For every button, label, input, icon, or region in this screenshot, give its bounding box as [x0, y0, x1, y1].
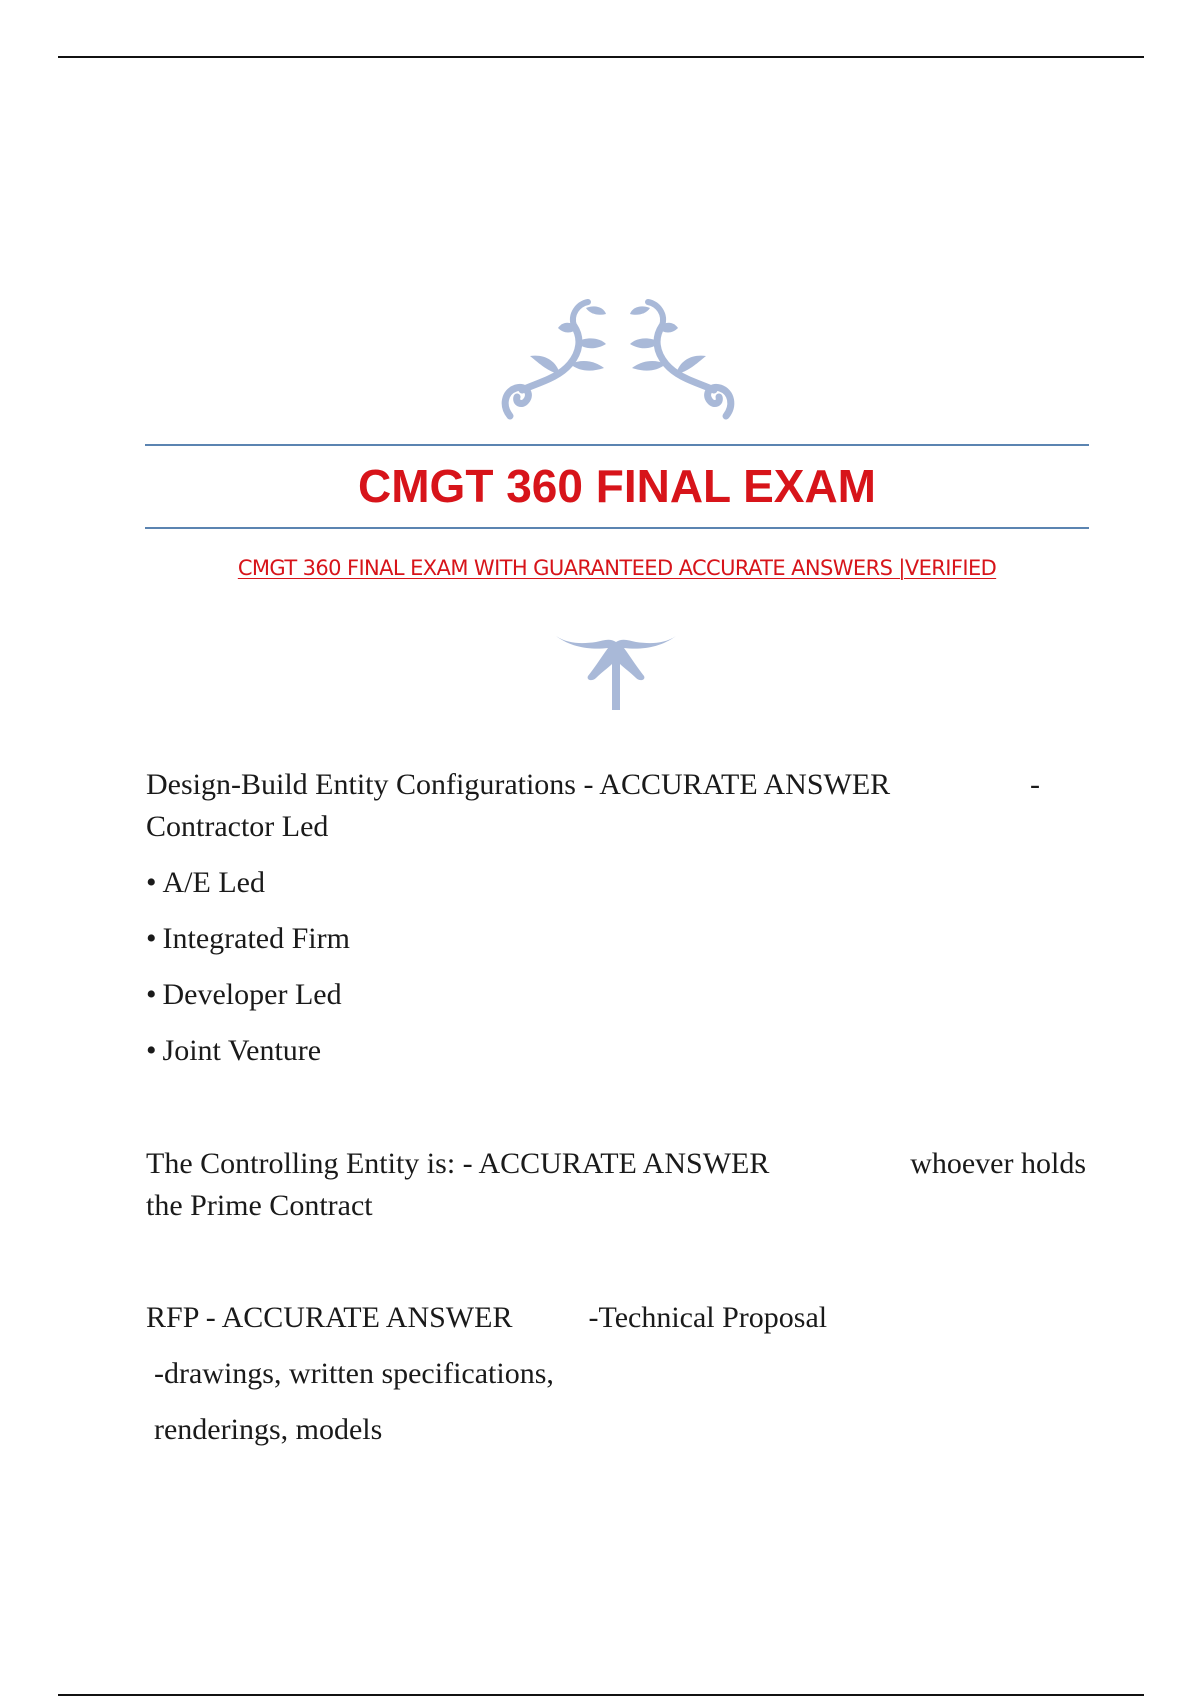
page-title: CMGT 360 FINAL EXAM: [358, 460, 876, 512]
list-item: • Joint Venture: [146, 1034, 322, 1067]
question-text: The Controlling Entity is: - ACCURATE ANSWER: [146, 1147, 770, 1180]
answer-lead: -: [1030, 768, 1040, 801]
page-top-rule: [58, 56, 1144, 58]
question-block-rfp: [146, 1297, 1086, 1451]
answer-text: the Prime Contract: [146, 1189, 373, 1222]
list-item: • Developer Led: [146, 978, 342, 1011]
page-bottom-rule: [58, 1694, 1144, 1696]
question-text: Design-Build Entity Configurations - ACCURATE ANSWER: [146, 768, 891, 801]
fleuron-icon: [552, 630, 680, 712]
title-top-rule: [145, 444, 1089, 446]
answer-bullet-list: [146, 862, 1086, 1072]
answer-text: renderings, models: [154, 1413, 383, 1446]
question-block-design-build: [146, 764, 1086, 1086]
answer-text: -drawings, written specifications,: [154, 1357, 554, 1390]
title-bottom-rule: [145, 527, 1089, 529]
list-item: • A/E Led: [146, 866, 265, 899]
answer-lead: whoever holds: [910, 1147, 1086, 1180]
answer-lead: -Technical Proposal: [588, 1301, 828, 1334]
subtitle: CMGT 360 FINAL EXAM WITH GUARANTEED ACCURATE ANSWERS |VERIFIED: [237, 556, 997, 580]
answer-text: Contractor Led: [146, 810, 329, 843]
list-item: • Integrated Firm: [146, 922, 350, 955]
floral-ornament-icon: [500, 298, 736, 426]
question-block-controlling-entity: [146, 1143, 1086, 1227]
question-text: RFP - ACCURATE ANSWER: [146, 1301, 513, 1334]
